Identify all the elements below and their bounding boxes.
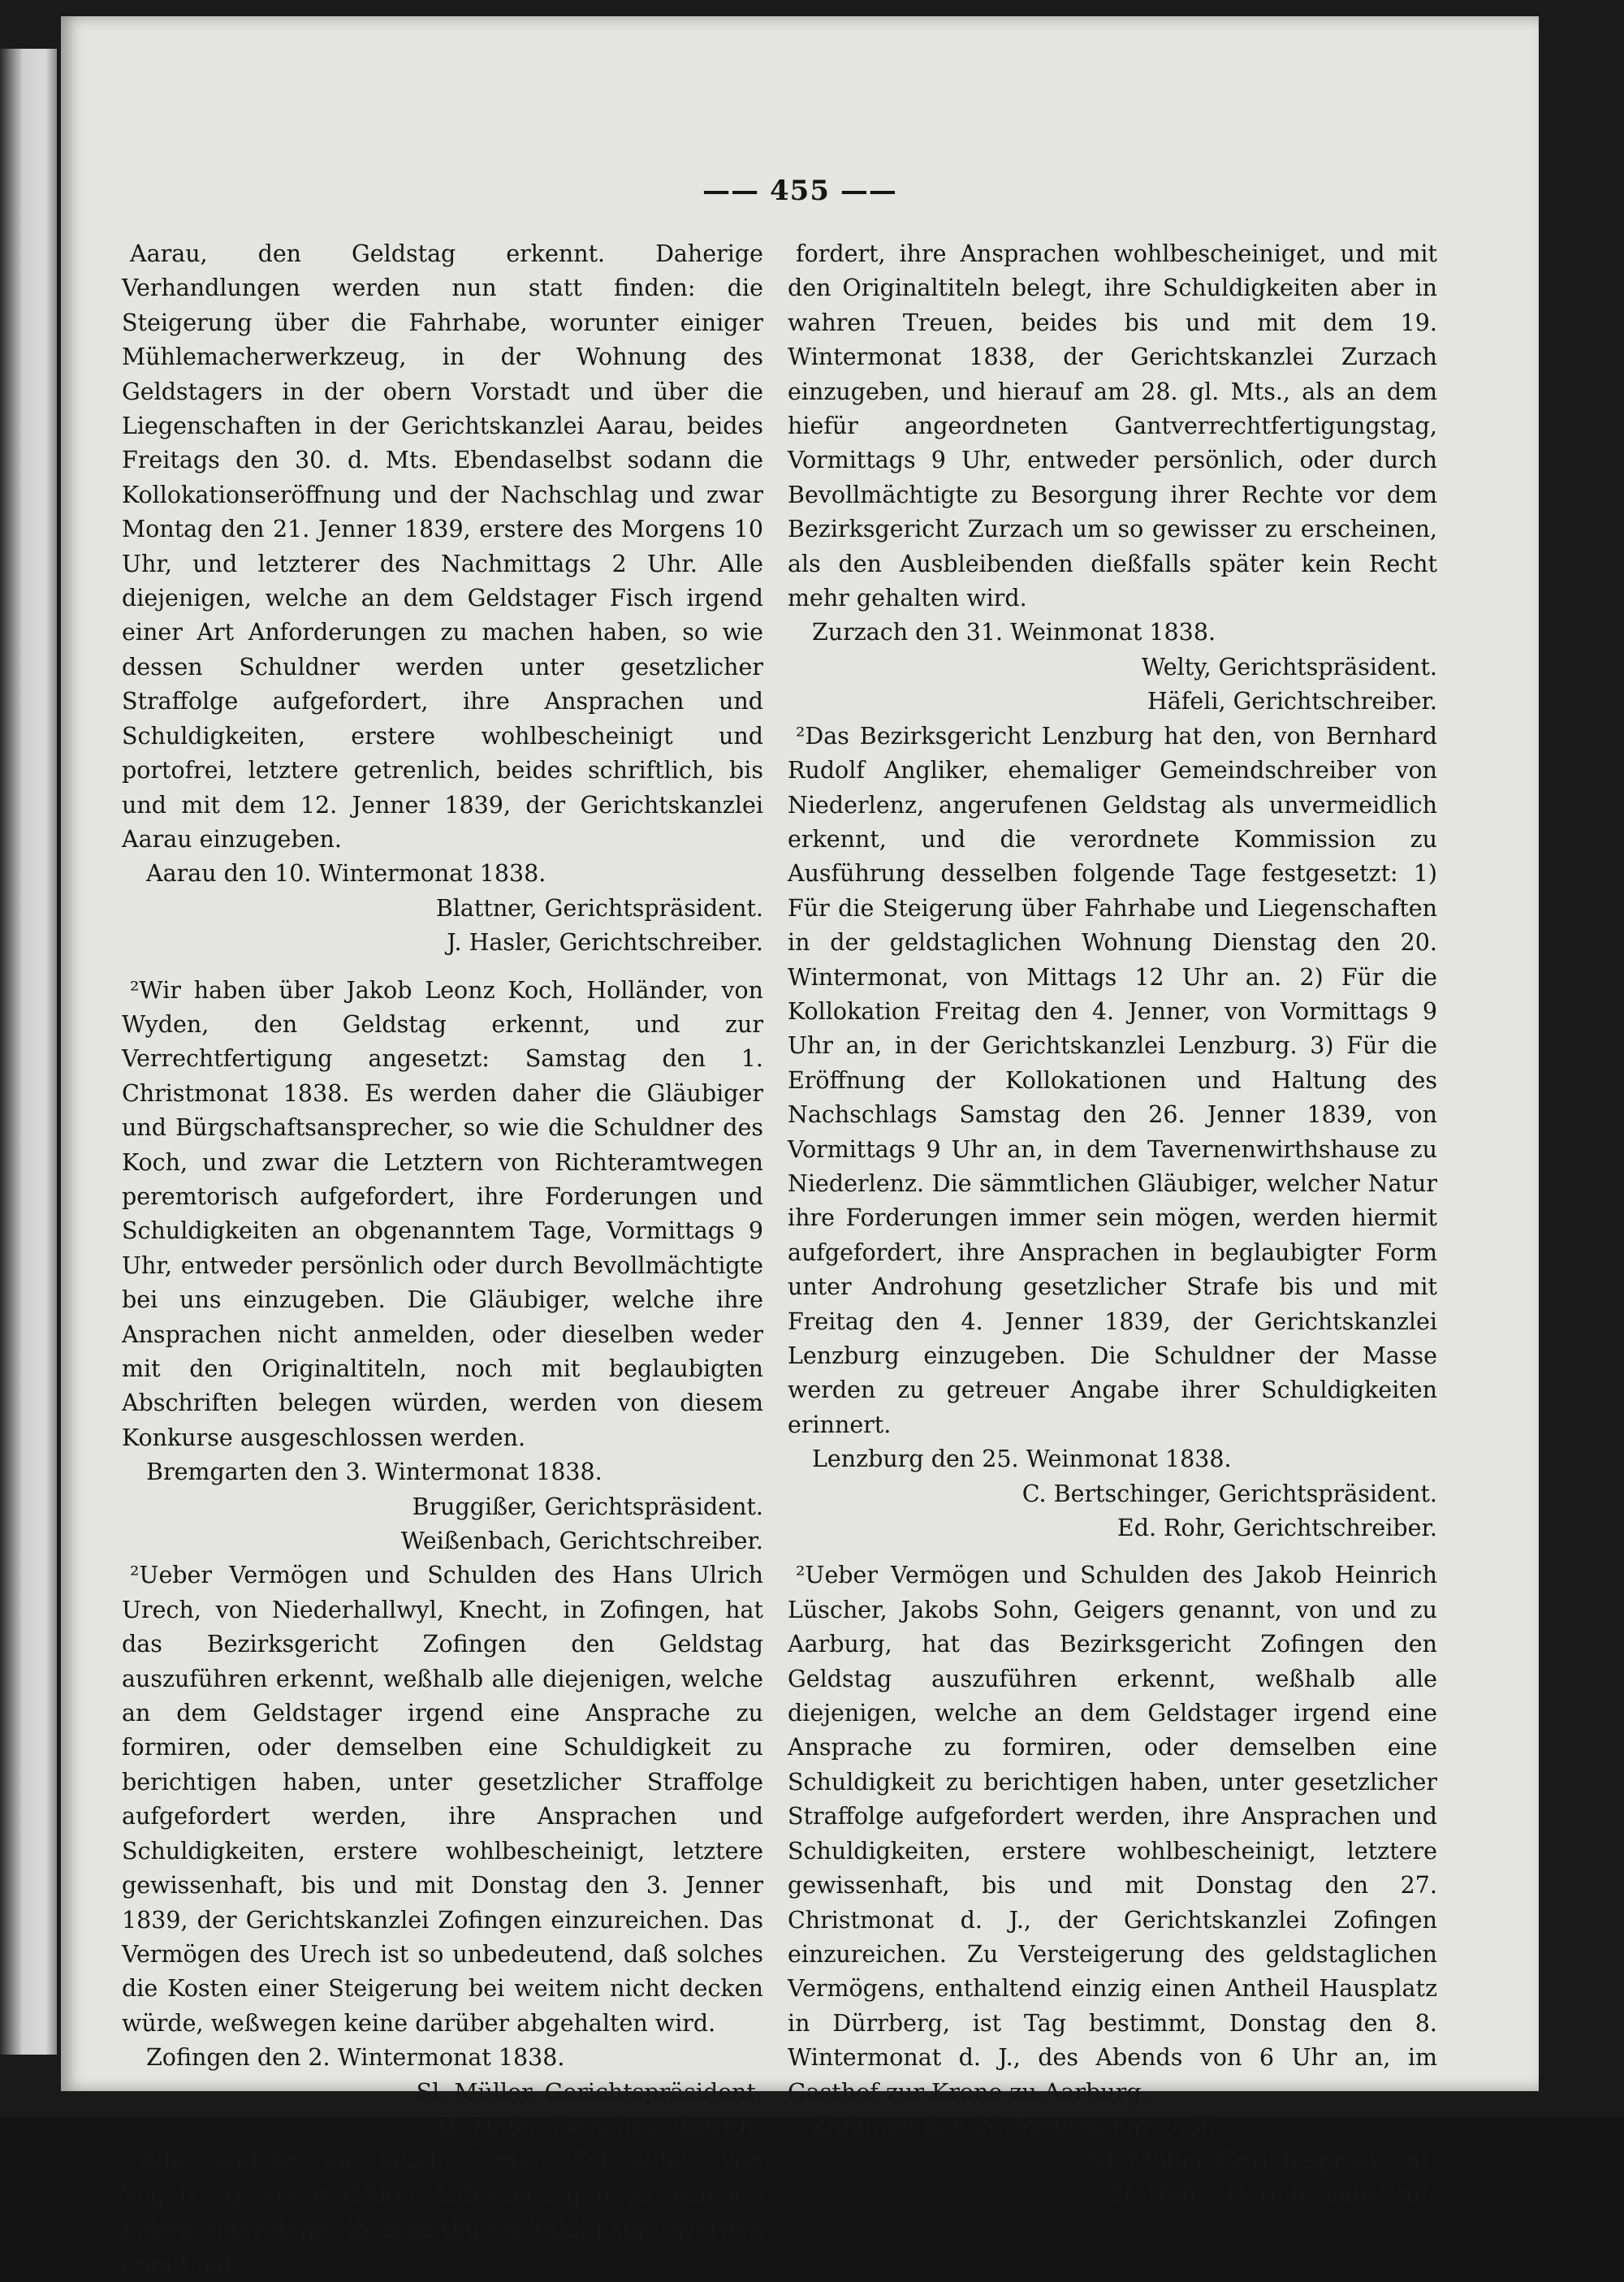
signature-president: Welty, Gerichtspräsident. xyxy=(1141,653,1437,681)
signature-president: Sl. Müller, Gerichtspräsident. xyxy=(1090,2147,1437,2175)
newspaper-page xyxy=(61,16,1539,2278)
signature-clerk: Häfeli, Gerichtschreiber. xyxy=(1147,688,1437,715)
dateline-zofingen: Zofingen den 26. Weinmonat 1838. xyxy=(812,2112,1224,2140)
page-header xyxy=(61,175,1539,207)
header-rule-right: —— xyxy=(840,175,897,207)
dateline-zofingen: Zofingen den 2. Wintermonat 1838. xyxy=(146,2044,565,2072)
signature-clerk: Ed. Rohr, Gerichtschreiber. xyxy=(1116,1515,1437,1542)
dateline-bremgarten: Bremgarten den 3. Wintermonat 1838. xyxy=(146,1459,603,1486)
notice-angliker: ²Das Bezirksgericht Lenzburg hat den, von Bernhard Rudolf Angliker, ehemaliger Gemeindschreiber von Niederlenz, angerufenen Geldstag als unvermeidlich erkennt, und die verordnete Kommission zu Ausführung desselben folgende Tage festgesetzt: 1) Für die Steigerung über Fahrhabe und Liegenschaften in der geldstaglichen Wohnung Dienstag den 20. Wintermonat, von Mittags 12 Uhr an. 2) Für die Kollokation Freitag den 4. Jenner, von Vormittags 9 Uhr an, in der Gerichtskanzlei Lenzburg. 3) Für die Eröffnung der Kollokationen und Haltung des Nachschlags Samstag den 26. Jenner 1839, von Vormittags 9 Uhr an, in dem Tavernenwirthshause zu Niederlenz. Die sämmtlichen Gläubiger, welcher Natur ihre Forderungen immer sein mögen, werden hiermit aufgefordert, ihre Ansprachen in beglaubigter Form unter Androhung gesetzlicher Strafe bis und mit Freitag den 4. Jenner 1839, der Gerichtskanzlei Lenzburg einzugeben. Die Schuldner der Masse werden zu getreuer Angabe ihrer Schuldigkeiten erinnert. xyxy=(788,722,1437,1438)
notice-tomer: ²Alle, welche an Jakob Tomer, Schneider, von Vogelsang, rechtmäßige Anforderungen zu machen haben, oder demselben zu thun schuldig sind, werden anmit aufge- xyxy=(122,2147,763,2278)
signature-president: Bruggißer, Gerichtspräsident. xyxy=(412,1493,763,1520)
spacer xyxy=(788,1545,1437,1558)
spacer xyxy=(122,961,763,974)
notice-urech: ²Ueber Vermögen und Schulden des Hans Ulrich Urech, von Niederhallwyl, Knecht, in Zofingen, hat das Bezirksgericht Zofingen den Geldstag auszuführen erkennt, weßhalb alle diejenigen, welche an dem Geldstager irgend eine Ansprache zu formiren, oder demselben eine Schuldigkeit zu berichtigen haben, unter gesetzlicher Straffolge aufgefordert werden, ihre Ansprachen und Schuldigkeiten, erstere wohlbescheinigt, letztere gewissenhaft, bis und mit Donstag den 3. Jenner 1839, der Gerichtskanzlei Zofingen einzureichen. Das Vermögen des Urech ist so unbedeutend, daß solches die Kosten einer Steigerung bei weitem nicht decken würde, weßwegen keine darüber abgehalten wird. xyxy=(122,1562,763,2037)
dateline-aarau: Aarau den 10. Wintermonat 1838. xyxy=(146,860,546,888)
signature-clerk: Weißenbach, Gerichtschreiber. xyxy=(400,1528,763,1555)
page-number: 455 xyxy=(770,175,830,207)
signature-president: Sl. Müller, Gerichtspräsident. xyxy=(416,2078,763,2106)
notice-koch: ²Wir haben über Jakob Leonz Koch, Holländer, von Wyden, den Geldstag erkennt, und zur Verrechtfertigung angesetzt: Samstag den 1. Christmonat 1838. Es werden daher die Gläubiger und Bürgschaftsansprecher, so wie die Schuldner des Koch, und zwar die Letztern von Richteramtwegen peremtorisch aufgefordert, ihre Forderungen und Schuldigkeiten an obgenanntem Tage, Vormittags 9 Uhr, entweder persönlich oder durch Bevollmächtigte bei uns einzugeben. Die Gläubiger, welche ihre Ansprachen nicht anmelden, oder dieselben weder mit den Originaltiteln, noch mit beglaubigten Abschriften belegen würden, werden von diesem Konkurse ausgeschlossen werden. xyxy=(122,976,763,1451)
facing-page-edge xyxy=(0,49,57,2055)
notice-aarau: Aarau, den Geldstag erkennt. Daherige Verhandlungen werden nun statt finden: die Steigerung über die Fahrhabe, worunter einiger Mühlemacherwerkzeug, in der Wohnung des Geldstagers in der obern Vorstadt und über die Liegenschaften in der Gerichtskanzlei Aarau, beides Freitags den 30. d. Mts. Ebendaselbst sodann die Kollokationseröffnung und der Nachschlag und zwar Montag den 21. Jenner 1839, erstere des Morgens 10 Uhr, und letzterer des Nachmittags 2 Uhr. Alle diejenigen, welche an dem Geldstager Fisch irgend einer Art Anforderungen zu machen haben, so wie dessen Schuldner werden unter gesetzlicher Straffolge aufgefordert, ihre Ansprachen und Schuldigkeiten, erstere wohlbescheinigt und portofrei, letztere getrenlich, beides schriftlich, bis und mit dem 12. Jenner 1839, der Gerichtskanzlei Aarau einzugeben. xyxy=(122,240,763,853)
signature-substitute: H. Hofer, Gerichtssubstitut. xyxy=(1112,2181,1437,2209)
dateline-lenzburg: Lenzburg den 25. Weinmonat 1838. xyxy=(812,1446,1232,1473)
signature-substitute: H. Hofer, Gerichtssubstitut. xyxy=(438,2112,763,2140)
right-column xyxy=(788,237,1437,2213)
left-column xyxy=(122,237,763,2282)
notice-luescher: ²Ueber Vermögen und Schulden des Jakob Heinrich Lüscher, Jakobs Sohn, Geigers genannt, von und zu Aarburg, hat das Bezirksgericht Zofingen den Geldstag auszuführen erkennt, weßhalb alle diejenigen, welche an dem Geldstager irgend eine Ansprache zu formiren, oder demselben eine Schuldigkeit zu berichtigen haben, unter gesetzlicher Straffolge aufgefordert werden, ihre Ansprachen und Schuldigkeiten, erstere wohlbescheinigt, letztere gewissenhaft, bis und mit Donstag den 27. Christmonat d. J., der Gerichtskanzlei Zofingen einzureichen. Zu Versteigerung des geldstaglichen Vermögens, enthaltend einzig einen Antheil Hausplatz in Dürrberg, ist Tag bestimmt, Donstag den 8. Wintermonat d. J., des Abends von 6 Uhr an, im Gasthof zur Krone zu Aarburg. xyxy=(788,1562,1437,2106)
dateline-zurzach: Zurzach den 31. Weinmonat 1838. xyxy=(812,619,1216,646)
signature-president: Blattner, Gerichtspräsident. xyxy=(435,894,763,922)
header-rule-left: —— xyxy=(702,175,760,207)
notice-tomer-continued: fordert, ihre Ansprachen wohlbescheiniget, und mit den Originaltiteln belegt, ihre Schuldigkeiten aber in wahren Treuen, beides bis und mit dem 19. Wintermonat 1838, der Gerichtskanzlei Zurzach einzugeben, und hierauf am 28. gl. Mts., als an dem hiefür angeordneten Gantverrechtfertigungstag, Vormittags 9 Uhr, entweder persönlich, oder durch Bevollmächtigte zu Besorgung ihrer Rechte vor dem Bezirksgericht Zurzach um so gewisser zu erscheinen, als den Ausbleibenden dießfalls später kein Recht mehr gehalten wird. xyxy=(788,240,1437,612)
signature-clerk: J. Hasler, Gerichtschreiber. xyxy=(447,929,763,957)
signature-president: C. Bertschinger, Gerichtspräsident. xyxy=(1021,1480,1437,1507)
